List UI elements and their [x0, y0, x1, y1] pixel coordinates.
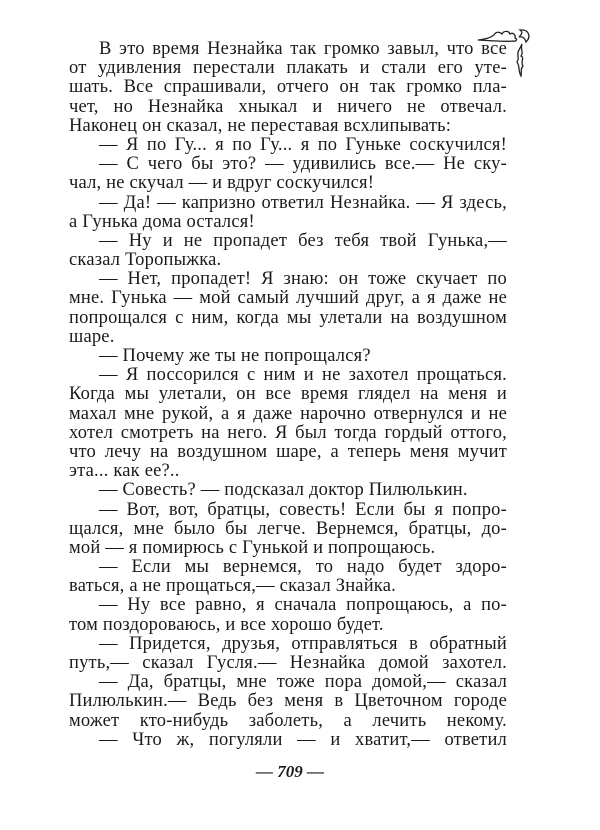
- text-line: эта... как ее?..: [69, 461, 180, 482]
- text-line: махал мне рукой, а я даже нарочно отвернулся и не: [69, 403, 507, 424]
- text-line: — Почему же ты не попрощался?: [99, 346, 371, 366]
- text-line: хотел смотреть на него. Я был тогда гордый оттого,: [69, 422, 507, 443]
- text-line: что лечу на воздушном шаре, а теперь меня мучит: [69, 441, 507, 462]
- text-line: может кто-нибудь заболеть, а лечить некому.: [69, 710, 507, 731]
- text-line: щался, мне было бы легче. Вернемся, братцы, до-: [69, 518, 507, 539]
- text-line: мне. Гунька — мой самый лучший друг, а я даже не: [69, 288, 507, 309]
- text-line: — С чего бы это? — удивились все.— Не ску-: [99, 154, 507, 175]
- text-line: В это время Незнайка так громко завыл, что все: [99, 39, 507, 59]
- text-line: том поздороваюсь, и все хорошо будет.: [69, 614, 384, 635]
- text-line: шать. Все спрашивали, отчего он так громко пла-: [69, 77, 507, 98]
- text-line: — Вот, вот, братцы, совесть! Если бы я попро-: [99, 499, 507, 520]
- text-line: — Ну и не пропадет без тебя твой Гунька,—: [99, 230, 507, 251]
- text-line: сказал Торопыжка.: [69, 250, 222, 271]
- text-line: от удивления перестали плакать и стали его уте-: [69, 58, 507, 79]
- text-line: Наконец он сказал, не переставая всхлипывать:: [69, 115, 452, 136]
- text-line: — Нет, пропадет! Я знаю: он тоже скучает по: [99, 269, 507, 290]
- text-line: — Да! — капризно ответил Незнайка. — Я здесь,: [99, 192, 507, 213]
- text-line: мой — я помирюсь с Гунькой и попрощаюсь.: [69, 537, 436, 558]
- text-line: попрощался с ним, когда мы улетали на воздушном: [69, 307, 507, 328]
- text-line: ваться, а не прощаться,— сказал Знайка.: [69, 576, 396, 597]
- text-line: чал, не скучал — и вдруг соскучился!: [69, 173, 375, 194]
- text-line: Когда мы улетали, он все время глядел на меня и: [69, 384, 507, 405]
- text-line: Пилюлькин.— Ведь без меня в Цветочном городе: [69, 691, 507, 712]
- text-line: — Придется, друзья, отправляться в обратный: [99, 633, 507, 654]
- text-line: — Да, братцы, мне тоже пора домой,— сказал: [99, 672, 507, 693]
- body-text: [69, 40, 507, 750]
- text-line: — Я по Гу... я по Гу... я по Гуньке соскучился!: [99, 134, 507, 155]
- text-line: — Ну все равно, я сначала попрощаюсь, а по-: [99, 595, 507, 616]
- text-line: шаре.: [69, 326, 115, 347]
- text-line: — Если мы вернемся, то надо будет здоро-: [99, 557, 507, 578]
- page-number: — 709 —: [256, 762, 324, 781]
- text-line: чет, но Незнайка хныкал и ничего не отвечал.: [69, 96, 507, 117]
- text-line: — Я поссорился с ним и не захотел прощаться.: [99, 365, 507, 386]
- text-line: — Что ж, погуляли — и хватит,— ответил: [99, 729, 507, 750]
- text-line: а Гунька дома остался!: [69, 211, 255, 232]
- text-line: — Совесть? — подсказал доктор Пилюлькин.: [99, 480, 468, 501]
- text-line: путь,— сказал Гусля.— Незнайка домой захотел.: [69, 653, 507, 673]
